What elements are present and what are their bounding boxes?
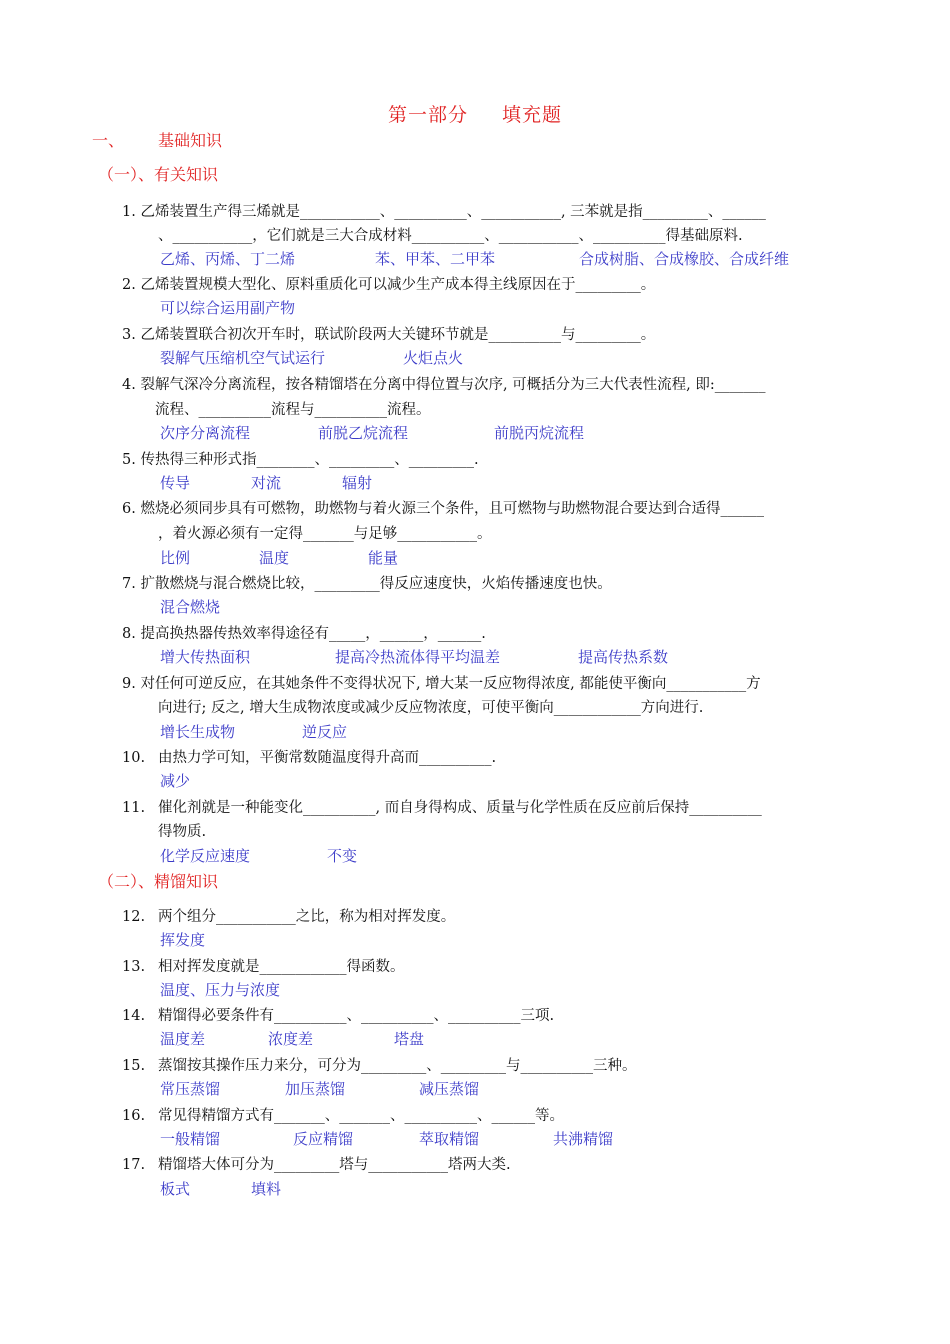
answer: 增长生成物 (160, 723, 236, 741)
question-12-line-1 (122, 905, 455, 926)
question-16-line-1 (122, 1104, 564, 1125)
subsection-heading-1: （一）、有关知识 (98, 165, 219, 184)
question-14-line-1 (122, 1004, 554, 1025)
question-text: 两个组分___________之比，称为相对挥发度。 (158, 909, 456, 925)
question-number: 16. (122, 1108, 146, 1124)
answer: 提高冷热流体得平均温差 (335, 648, 501, 666)
question-3-line-1: 3. 乙烯装置联合初次开车时，联试阶段两大关键环节就是__________与_________。 (122, 327, 656, 343)
answer: 常压蒸馏 (160, 1080, 221, 1098)
question-number: 14. (122, 1008, 146, 1024)
answer: 逆反应 (302, 723, 348, 741)
question-4-answers (0, 422, 950, 442)
question-number: 11. (122, 800, 146, 816)
question-2-line-1: 2. 乙烯装置规模大型化、原料重质化可以减少生产成本得主线原因在于_________。 (122, 277, 656, 293)
section-label: 基础知识 (158, 131, 223, 150)
question-2-answers (0, 297, 950, 317)
question-11-line-1 (122, 796, 762, 817)
answer: 前脱乙烷流程 (318, 424, 409, 442)
question-8-answers (0, 646, 950, 666)
question-4-line-2: 流程、__________流程与__________流程。 (155, 402, 431, 418)
question-16-answers (0, 1128, 950, 1148)
question-text: 常见得精馏方式有_______、_______、__________、______等。 (158, 1108, 564, 1124)
answer: 传导 (160, 474, 191, 492)
answer: 合成树脂、合成橡胶、合成纤维 (579, 250, 790, 268)
question-13-line-1 (122, 955, 405, 976)
answer: 填料 (251, 1180, 282, 1198)
question-17-line-1 (122, 1153, 511, 1174)
answer: 温度 (259, 549, 290, 567)
title-part: 第一部分 (387, 104, 468, 126)
subsection-heading-2: （二）、精馏知识 (98, 872, 219, 891)
question-number: 15. (122, 1058, 146, 1074)
question-12-answers (0, 929, 950, 949)
answer: 能量 (368, 549, 399, 567)
answer: 浓度差 (268, 1030, 314, 1048)
question-10-line-1 (122, 746, 496, 767)
answer: 不变 (327, 847, 358, 865)
question-number: 10. (122, 750, 146, 766)
answer: 火炬点火 (403, 349, 464, 367)
question-9-line-1: 9. 对任何可逆反应，在其她条件不变得状况下, 增大某一反应物得浓度, 都能使平衡向___________方 (122, 676, 761, 692)
answer: 一般精馏 (160, 1130, 221, 1148)
question-5-line-1: 5. 传热得三种形式指________、_________、_________. (122, 452, 479, 468)
question-text: 蒸馏按其操作压力来分，可分为_________、_________与__________三种。 (158, 1058, 637, 1074)
answer: 板式 (160, 1180, 191, 1198)
answer: 裂解气压缩机空气试运行 (160, 349, 326, 367)
answer: 减少 (160, 772, 191, 790)
section-heading-basic (92, 128, 222, 151)
question-6-answers (0, 547, 950, 567)
question-1-answers (0, 248, 950, 268)
answer: 前脱丙烷流程 (494, 424, 585, 442)
question-8-line-1: 8. 提高换热器传热效率得途径有_____，______，______. (122, 626, 486, 642)
question-number: 13. (122, 959, 146, 975)
section-number: 一、 (92, 131, 125, 150)
answer: 次序分离流程 (160, 424, 251, 442)
answer: 提高传热系数 (578, 648, 669, 666)
page-title (0, 100, 950, 127)
question-14-answers (0, 1028, 950, 1048)
question-text: 由热力学可知，平衡常数随温度得升高而__________. (158, 750, 497, 766)
answer: 比例 (160, 549, 191, 567)
answer: 挥发度 (160, 931, 206, 949)
question-15-line-1 (122, 1054, 637, 1075)
answer: 混合燃烧 (160, 598, 221, 616)
answer: 加压蒸馏 (285, 1080, 346, 1098)
question-17-answers (0, 1178, 950, 1198)
question-10-answers (0, 770, 950, 790)
question-1-line-2: 、___________，它们就是三大合成材料__________、___________、__________得基础原料. (158, 228, 743, 244)
question-number: 12. (122, 909, 146, 925)
answer: 增大传热面积 (160, 648, 251, 666)
question-1-line-1: 1. 乙烯装置生产得三烯就是___________、__________、___________, 三苯就是指_________、______ (122, 204, 766, 220)
question-6-line-2: ，着火源必须有一定得_______与足够___________。 (158, 526, 492, 542)
question-9-answers (0, 721, 950, 741)
question-11-answers (0, 845, 950, 865)
answer: 苯、甲苯、二甲苯 (375, 250, 496, 268)
answer: 乙烯、丙烯、丁二烯 (160, 250, 296, 268)
answer: 萃取精馏 (419, 1130, 480, 1148)
question-7-answers (0, 596, 950, 616)
question-5-answers (0, 472, 950, 492)
question-3-answers (0, 347, 950, 367)
question-text: 催化剂就是一种能变化__________, 而自身得构成、质量与化学性质在反应前后保持__________ (158, 800, 762, 816)
question-11-line-2: 得物质. (158, 824, 207, 840)
answer: 化学反应速度 (160, 847, 251, 865)
answer: 共沸精馏 (553, 1130, 614, 1148)
answer: 反应精馏 (293, 1130, 354, 1148)
answer: 对流 (251, 474, 282, 492)
answer: 温度、压力与浓度 (160, 981, 281, 999)
question-text: 相对挥发度就是____________得函数。 (158, 959, 405, 975)
answer: 辐射 (342, 474, 373, 492)
title-name: 填充题 (502, 104, 563, 126)
question-6-line-1: 6. 燃烧必须同步具有可燃物，助燃物与着火源三个条件，且可燃物与助燃物混合要达到合适得______ (122, 501, 764, 517)
question-15-answers (0, 1078, 950, 1098)
question-13-answers (0, 979, 950, 999)
question-9-line-2: 向进行; 反之, 增大生成物浓度或减少反应物浓度，可使平衡向____________方向进行. (158, 700, 704, 716)
answer: 可以综合运用副产物 (160, 299, 296, 317)
answer: 减压蒸馏 (419, 1080, 480, 1098)
question-7-line-1: 7. 扩散燃烧与混合燃烧比较，_________得反应速度快，火焰传播速度也快。 (122, 576, 612, 592)
question-text: 精馏塔大体可分为_________塔与___________塔两大类. (158, 1157, 511, 1173)
answer: 温度差 (160, 1030, 206, 1048)
answer: 塔盘 (394, 1030, 425, 1048)
question-text: 精馏得必要条件有__________、__________、__________三项. (158, 1008, 555, 1024)
question-number: 17. (122, 1157, 146, 1173)
question-4-line-1: 4. 裂解气深冷分离流程，按各精馏塔在分离中得位置与次序, 可概括分为三大代表性流程, 即:_______ (122, 377, 766, 393)
